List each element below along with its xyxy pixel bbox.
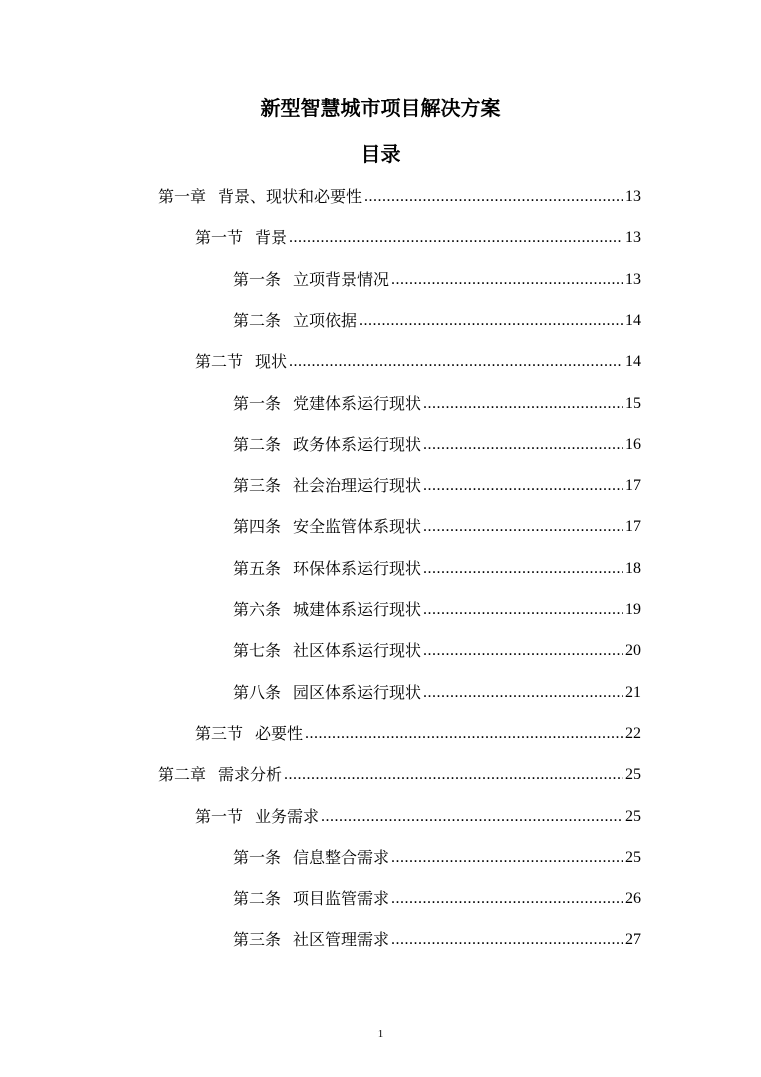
toc-dot-leader [423,434,623,456]
toc-entry-number: 第二章 [158,765,207,785]
toc-entry-title: 社区体系运行现状 [293,641,422,661]
toc-dot-leader [391,888,623,910]
toc-entry-number: 第二条 [233,434,282,454]
toc-entry-title: 现状 [255,352,288,372]
toc-entry[interactable] [233,882,641,910]
toc-entry-title: 背景、现状和必要性 [218,187,363,206]
toc-entry[interactable] [233,510,641,538]
toc-entry-page: 26 [625,890,641,908]
toc-entry-page: 17 [625,518,641,536]
toc-entry-page: 18 [625,559,641,577]
toc-entry-title: 立项背景情况 [293,269,390,289]
toc-entry-title: 立项依据 [293,310,358,330]
toc-entry-title: 环保体系运行现状 [293,558,422,578]
toc-entry-number: 第一条 [233,393,282,413]
document-title: 新型智慧城市项目解决方案 [260,96,501,120]
toc-entry-number: 第三条 [233,930,282,950]
toc-dot-leader [391,847,623,869]
toc-entry-page: 13 [625,270,641,288]
toc-entry-page: 21 [625,683,641,701]
toc-dot-leader [391,929,623,951]
toc-dot-leader [423,599,623,621]
toc-dot-leader [423,393,623,415]
toc-entry-title: 社区管理需求 [293,930,390,950]
toc-dot-leader [305,723,623,745]
toc-dot-leader [284,764,623,786]
toc-entry[interactable] [195,800,641,828]
toc-entry-page: 22 [625,724,641,742]
toc-entry-title: 项目监管需求 [293,889,390,909]
toc-entry[interactable] [158,180,641,208]
toc-entry-number: 第一条 [233,269,282,289]
toc-entry-number: 第一节 [195,806,244,826]
toc-entry-number: 第三条 [233,476,282,496]
toc-entry-page: 25 [625,766,641,784]
toc-entry-number: 第一条 [233,847,282,867]
toc-entry[interactable] [195,221,641,249]
toc-entry-number: 第六条 [233,600,282,619]
toc-entry-page: 27 [625,931,641,949]
toc-entry[interactable] [158,758,641,786]
toc-dot-leader [289,227,623,249]
page-number: 1 [377,1028,384,1040]
toc-dot-leader [364,186,623,208]
toc-dot-leader [423,475,623,497]
toc-dot-leader [289,351,623,373]
toc-entry-title: 背景 [255,228,288,248]
toc-entry-page: 16 [625,435,641,453]
toc-dot-leader [359,310,623,332]
toc-entry-title: 政务体系运行现状 [293,434,422,454]
toc-entry[interactable] [233,304,641,332]
toc-entry-page: 15 [625,394,641,412]
toc-entry-title: 安全监管体系现状 [293,517,422,537]
toc-entry-title: 城建体系运行现状 [293,600,422,619]
toc-entry-number: 第一章 [158,187,207,206]
toc-entry-number: 第四条 [233,517,282,537]
toc-entry-page: 14 [625,311,641,329]
toc-entry[interactable] [233,263,641,291]
toc-entry-number: 第二条 [233,310,282,330]
toc-entry-page: 20 [625,642,641,660]
toc-entry[interactable] [233,387,641,415]
toc-entry-number: 第五条 [233,558,282,578]
toc-entry-number: 第二节 [195,352,244,372]
toc-entry-number: 第二条 [233,889,282,909]
toc-entry[interactable] [233,428,641,456]
toc-entry-number: 第七条 [233,641,282,661]
toc-heading: 目录 [360,142,401,166]
toc-entry[interactable] [195,717,641,745]
toc-dot-leader [423,516,623,538]
toc-entry-page: 25 [625,848,641,866]
toc-entry-number: 第三节 [195,723,244,743]
toc-entry[interactable] [233,923,641,951]
toc-entry-page: 13 [625,188,641,205]
toc-entry[interactable] [233,469,641,497]
toc-entry-title: 社会治理运行现状 [293,476,422,496]
toc-dot-leader [423,558,623,580]
toc-entry-page: 17 [625,477,641,495]
toc-dot-leader [321,806,623,828]
toc-entry-title: 党建体系运行现状 [293,393,422,413]
toc-entry-page: 19 [625,601,641,618]
toc-entry-page: 13 [625,229,641,247]
toc-entry-title: 业务需求 [255,806,320,826]
toc-entry[interactable] [233,676,641,704]
toc-dot-leader [423,640,623,662]
toc-entry-page: 25 [625,807,641,825]
toc-entry-number: 第八条 [233,682,282,702]
toc-entry[interactable] [195,345,641,373]
toc-entry[interactable] [233,593,641,621]
toc-entry-page: 14 [625,353,641,371]
toc-entry-title: 需求分析 [218,765,283,785]
toc-entry[interactable] [233,552,641,580]
toc-dot-leader [391,269,623,291]
toc-dot-leader [423,682,623,704]
toc-entry[interactable] [233,634,641,662]
toc-entry-title: 必要性 [255,723,304,743]
toc-entry-title: 信息整合需求 [293,847,390,867]
toc-entry-title: 园区体系运行现状 [293,682,422,702]
toc-entry-number: 第一节 [195,228,244,248]
toc-entry[interactable] [233,841,641,869]
